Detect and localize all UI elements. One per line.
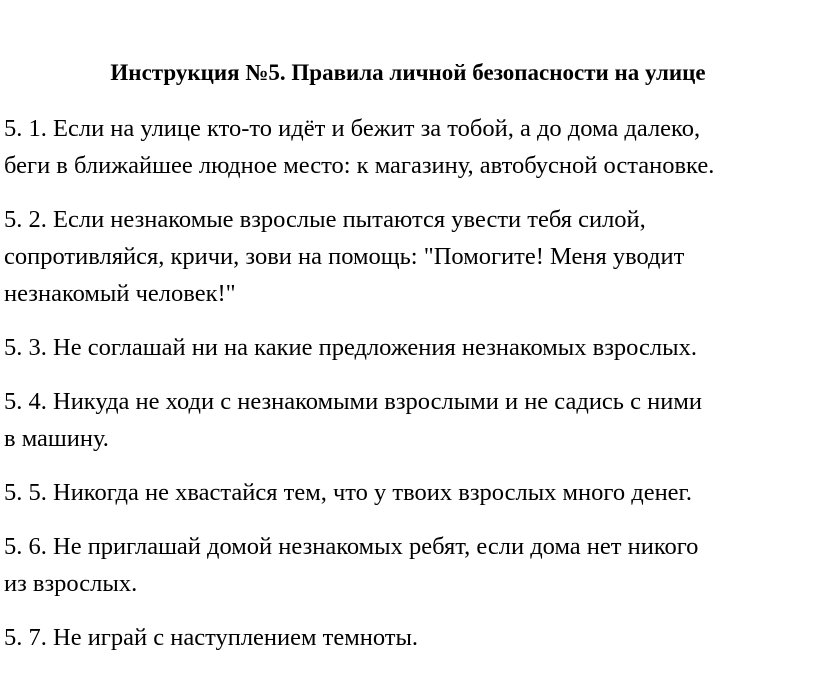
rule-item-5-2: [4, 201, 814, 312]
rule-line: 5. 1. Если на улице кто-то идёт и бежит за тобой, а до дома далеко,: [4, 115, 701, 142]
rules-list: [4, 110, 814, 673]
rule-line: 5. 5. Никогда не хвастайся тем, что у твоих взрослых много денег.: [4, 479, 692, 506]
rule-line: 5. 2. Если незнакомые взрослые пытаются увести тебя силой,: [4, 206, 646, 233]
rule-line: из взрослых.: [4, 570, 138, 597]
rule-line: 5. 7. Не играй с наступлением темноты.: [4, 624, 419, 651]
rule-item-5-7: [4, 619, 814, 656]
rule-line: в машину.: [4, 425, 109, 452]
rule-item-5-4: [4, 383, 814, 457]
rule-item-5-5: [4, 474, 814, 511]
rule-line: 5. 6. Не приглашай домой незнакомых ребят, если дома нет никого: [4, 533, 699, 560]
rule-line: беги в ближайшее людное место: к магазину, автобусной остановке.: [4, 152, 715, 179]
rule-item-5-3: [4, 329, 814, 366]
rule-item-5-1: [4, 110, 814, 184]
rule-line: сопротивляйся, кричи, зови на помощь: "Помогите! Меня уводит: [4, 243, 685, 270]
rule-item-5-6: [4, 528, 814, 602]
rule-line: 5. 4. Никуда не ходи с незнакомыми взрослыми и не садись с ними: [4, 388, 702, 415]
rule-line: 5. 3. Не соглашай ни на какие предложения незнакомых взрослых.: [4, 334, 697, 361]
rule-line: незнакомый человек!": [4, 280, 236, 307]
document-title: Инструкция №5. Правила личной безопасности на улице: [110, 60, 706, 85]
